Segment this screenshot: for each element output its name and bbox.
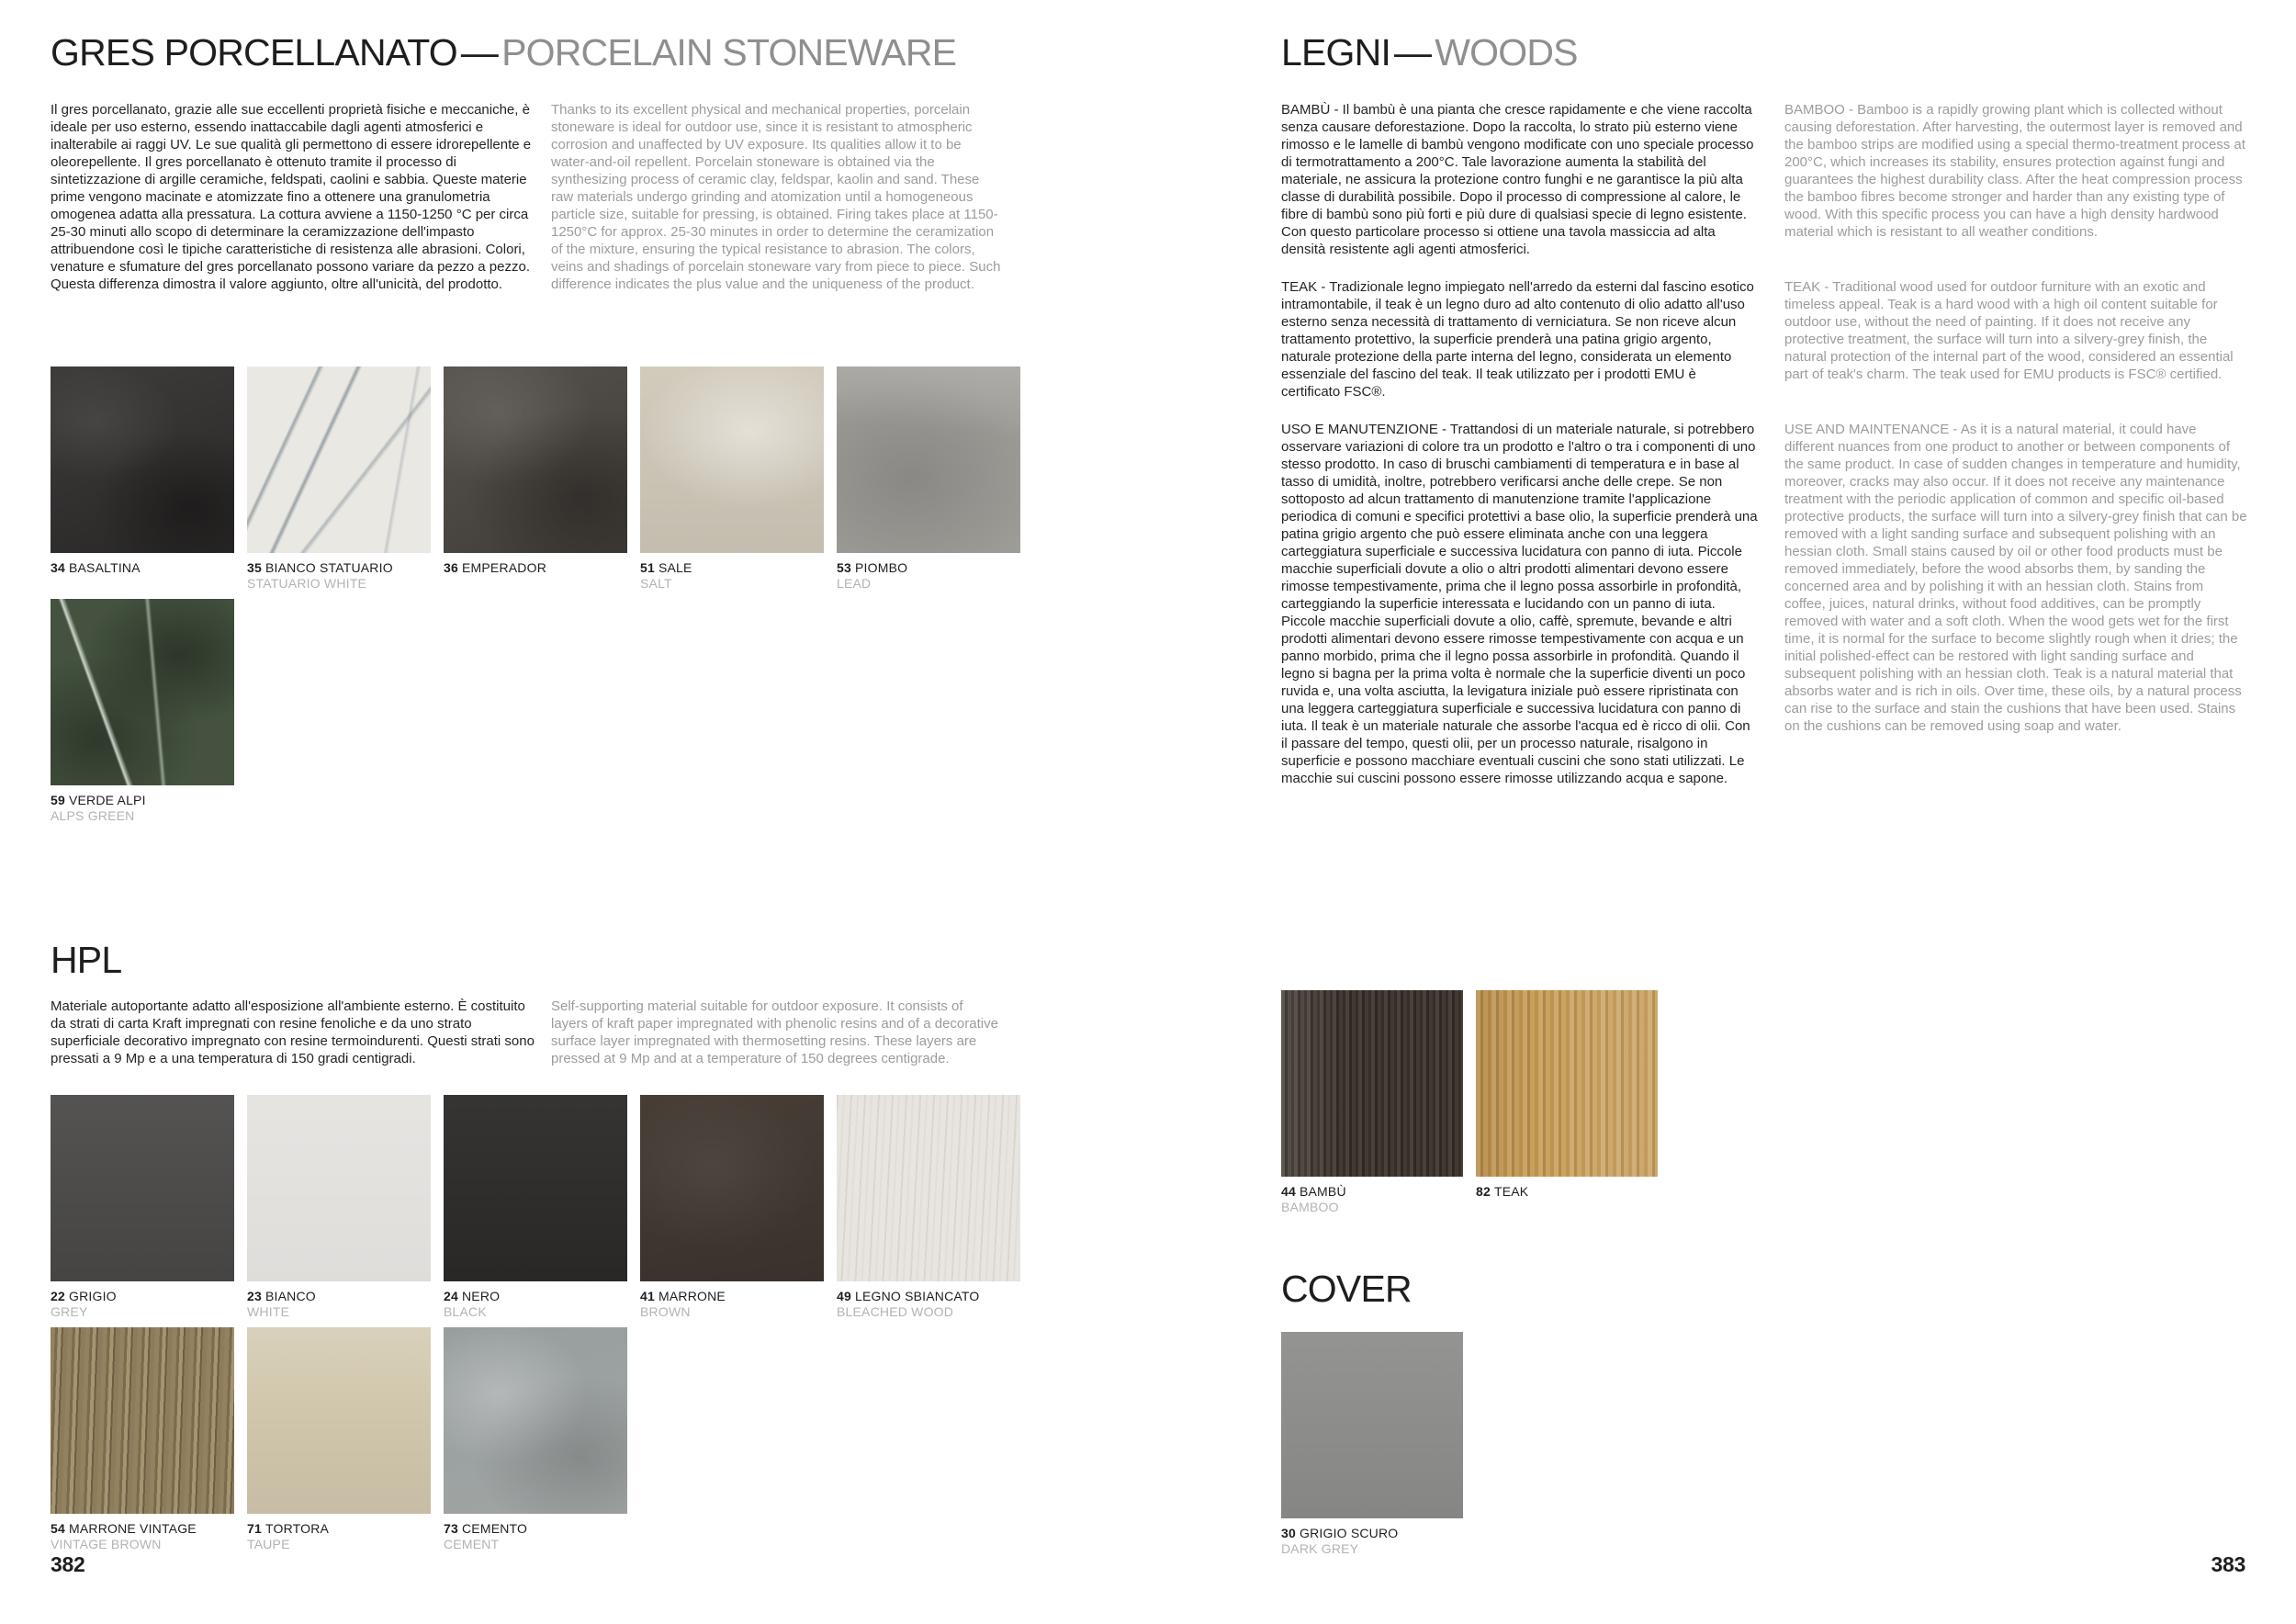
material-swatch-54 xyxy=(51,1327,234,1552)
title-dash: — xyxy=(460,31,499,73)
swatch-translated-name: CEMENT xyxy=(444,1537,500,1551)
gres-text-italian: Il gres porcellanato, grazie alle sue eccellenti proprietà fisiche e meccaniche, è ideale per uso esterno, essendo inattaccabile dagli agenti atmosferici e inalterabile ai raggi UV. Le sue qualità gli permettono di essere idrorepellente e oleorepellente. Il gres porcellanato è ottenuto tramite il processo di sintetizzazione di argille ceramiche, feldspati, caolini e sabbia. Queste materie prime vengono macinate e atomizzate fino a ottenere una granulometria omogenea adatta alla pressatura. La cottura avviene a 1150-1250 °C per circa 25-30 minuti allo scopo di determinare la ceramizzazione dell'impasto attribuendone così le tipiche caratteristiche di resistenza alle abrasioni. Colori, venature e sfumature del gres porcellanato possono variare da pezzo a pezzo. Questa differenza dimostra il valore aggiunto, oltre all'unicità, del prodotto. xyxy=(51,102,532,292)
swatch-translated-name: LEAD xyxy=(837,576,872,591)
swatch-label xyxy=(444,560,627,576)
page-number-left: 382 xyxy=(51,1552,85,1576)
swatch-code: 34 xyxy=(51,560,65,575)
swatch-name: VERDE ALPI xyxy=(68,793,146,807)
swatch-image-22 xyxy=(51,1095,234,1281)
swatch-translated-name: TAUPE xyxy=(247,1537,290,1551)
swatch-label xyxy=(51,1521,234,1537)
material-swatch-49 xyxy=(837,1095,1020,1320)
section-title-hpl xyxy=(51,941,121,980)
swatch-label xyxy=(444,1521,627,1537)
material-swatch-35 xyxy=(247,367,431,592)
swatch-caption xyxy=(444,1289,627,1320)
swatch-caption xyxy=(444,560,627,576)
swatch-name: GRIGIO SCURO xyxy=(1299,1526,1399,1540)
swatch-translated-name: DARK GREY xyxy=(1281,1541,1359,1556)
title-primary: LEGNI xyxy=(1281,31,1391,73)
swatch-name: SALE xyxy=(658,560,692,575)
swatch-image-34 xyxy=(51,367,234,553)
gres-text-english: Thanks to its excellent physical and mechanical properties, porcelain stoneware is ideal for outdoor use, since it is resistant to atmospheric corrosion and unaffected by UV exposure. Its qualities allow it to be water-and-oil repellent. Porcelain stoneware is obtained via the synthesizing process of ceramic clay, feldspar, kaolin and sand. These raw materials undergo grinding and atomization until a homogeneous particle size, suitable for pressing, is obtained. Firing takes place at 1150-1250°C for approx. 25-30 minutes in order to determine the ceramization of the mixture, ensuring the typical resistance to abrasion. The colors, veins and shadings of porcelain stoneware vary from piece to piece. Such difference indicates the plus value and the uniqueness of the product. xyxy=(551,102,1001,292)
legni-paragraph-maintenance-en: USE AND MAINTENANCE - As it is a natural material, it could have different nuances from one product to another or between components of the same product. In case of sudden changes in temperature and humidity, moreover, cracks may also occur. If it does not receive any maintenance treatment with the periodic application of common and specific oil-based protective products, the surface will turn into a silvery-grey finish that can be removed with a light sanding surface and subsequent polishing with an hessian cloth. Small stains caused by oil or other food products must be removed immediately, before the wood absorbs them, by sanding the concerned area and by polishing it with an hessian cloth. Stains from coffee, juices, natural drinks, without food additives, can be promptly removed with water and a soft cloth. When the wood gets wet for the first time, it is normal for the surface to become slightly rough when it dries; the initial polished-effect can be restored with light sanding surface and subsequent polishing with an hessian cloth. Teak is a natural material that absorbs water and is rich in oils. Over time, these oils, by a natural process can rise to the surface and stain the cushions that have been used. Stains on the cushions can be removed using soap and water. xyxy=(1784,422,2247,734)
legni-text-columns xyxy=(1281,101,2248,787)
material-swatch-59 xyxy=(51,599,234,824)
material-swatch-41 xyxy=(640,1095,824,1320)
material-swatch-53 xyxy=(837,367,1020,592)
swatch-code: 59 xyxy=(51,793,65,807)
swatch-translated-name: SALT xyxy=(640,576,672,591)
gres-swatch-grid xyxy=(51,367,1020,824)
swatch-caption xyxy=(640,1289,824,1320)
gres-text-columns xyxy=(51,101,1003,293)
material-swatch-30 xyxy=(1281,1332,1463,1557)
legni-paragraph-bambu-it: BAMBÙ - Il bambù è una pianta che cresce rapidamente e che viene raccolta senza causare deforestazione. Dopo la raccolta, lo strato più esterno viene rimosso e le lamelle di bambù vengono modificate con uno speciale processo di termotrattamento a 200°C. Tale lavorazione aumenta la stabilità del materiale, ne assicura la protezione contro funghi e ne garantisce la più alta classe di durabilità possibile. Dopo il processo di compressione al calore, le fibre di bambù sono più forti e più dure di qualsiasi specie di legno esistente. Con questo particolare processo si ottiene una tavola massiccia ad alta densità resistente agli agenti atmosferici. xyxy=(1281,102,1754,257)
swatch-name: BIANCO xyxy=(264,1289,316,1303)
swatch-name: BAMBÙ xyxy=(1299,1184,1346,1199)
legni-paragraph-teak-it: TEAK - Tradizionale legno impiegato nell'arredo da esterni dal fascino esotico intramontabile, il teak è un legno duro ad alto contenuto di olio adatto all'uso esterno senza necessità di trattamento di verniciatura. Se non riceve alcun trattamento protettivo, la superficie prenderà una patina grigio argento, naturale protezione della parte interna del legno, considerata un elemento essenziale del fascino del teak. Il teak utilizzato per i prodotti EMU è certificato FSC®. xyxy=(1281,279,1754,400)
swatch-code: 36 xyxy=(444,560,458,575)
swatch-caption xyxy=(640,560,824,592)
swatch-caption xyxy=(444,1521,627,1552)
swatch-image-71 xyxy=(247,1327,431,1514)
swatch-name: EMPERADOR xyxy=(461,560,547,575)
swatch-name: CEMENTO xyxy=(461,1521,528,1536)
page-number-right: 383 xyxy=(2211,1552,2245,1576)
swatch-translated-name: WHITE xyxy=(247,1304,290,1319)
swatch-translated-name: BLEACHED WOOD xyxy=(837,1304,954,1319)
swatch-caption xyxy=(1281,1526,1463,1557)
swatch-label xyxy=(51,560,234,576)
swatch-image-23 xyxy=(247,1095,431,1281)
swatch-translated-name: BROWN xyxy=(640,1304,691,1319)
material-swatch-44 xyxy=(1281,990,1463,1215)
hpl-text-columns xyxy=(51,998,1003,1067)
swatch-code: 51 xyxy=(640,560,655,575)
swatch-caption xyxy=(247,1521,431,1552)
swatch-label xyxy=(640,560,824,576)
swatch-label xyxy=(640,1289,824,1304)
swatch-label xyxy=(1476,1184,1658,1200)
title-primary: GRES PORCELLANATO xyxy=(51,31,457,73)
swatch-caption xyxy=(247,1289,431,1320)
title-primary: HPL xyxy=(51,939,122,981)
swatch-name: MARRONE VINTAGE xyxy=(68,1521,197,1536)
swatch-name: BIANCO STATUARIO xyxy=(264,560,393,575)
hpl-text-english: Self-supporting material suitable for outdoor exposure. It consists of layers of kraft paper impregnated with phenolic resins and of a decorative surface layer impregnated with thermosetting resins. These layers are pressed at 9 Mp and at a temperature of 150 degrees centigrade. xyxy=(551,998,998,1066)
material-swatch-23 xyxy=(247,1095,431,1320)
material-swatch-82 xyxy=(1476,990,1658,1215)
swatch-name: TORTORA xyxy=(264,1521,330,1536)
swatch-caption xyxy=(837,1289,1020,1320)
swatch-translated-name: STATUARIO WHITE xyxy=(247,576,367,591)
swatch-label xyxy=(837,560,1020,576)
swatch-name: GRIGIO xyxy=(68,1289,117,1303)
swatch-image-30 xyxy=(1281,1332,1463,1518)
swatch-caption xyxy=(51,793,234,824)
hpl-text-italian: Materiale autoportante adatto all'esposizione all'ambiente esterno. È costituito da strati di carta Kraft impregnati con resine fenoliche e da uno strato superficiale decorativo impregnato con resine termoindurenti. Questi strati sono pressati a 9 Mp e a una temperatura di 150 gradi centigradi. xyxy=(51,998,535,1066)
swatch-translated-name: BAMBOO xyxy=(1281,1200,1339,1214)
swatch-image-35 xyxy=(247,367,431,553)
swatch-image-54 xyxy=(51,1327,234,1514)
swatch-image-59 xyxy=(51,599,234,785)
swatch-name: MARRONE xyxy=(658,1289,726,1303)
legni-paragraph-maintenance-it: USO E MANUTENZIONE - Trattandosi di un materiale naturale, si potrebbero osservare variazioni di colore tra un prodotto e l'altro o tra i componenti di uno stesso prodotto. In caso di bruschi cambiamenti di temperatura e in base al tasso di umidità, inoltre, potrebbero verificarsi anche delle crepe. Se non sottoposto ad alcun trattamento di manutenzione tramite l'applicazione periodica di comuni e specifici protettivi a base olio, la superficie prenderà una patina grigio argento che può essere eliminata anche con una leggera carteggiatura superficiale e successiva lucidatura con panno di iuta. Piccole macchie superficiali dovute a olio o altri prodotti alimentari devono essere rimosse tempestivamente, prima che il legno possa assorbirle in profondità, carteggiando la superficie interessata e lucidando con un panno di iuta. Piccole macchie superficiali dovute a olio, caffè, spremute, bevande e altri prodotti alimentari devono essere rimosse tempestivamente con acqua e un panno morbido, prima che il legno possa assorbirle in profondità. Quando il legno si bagna per la prima volta è normale che la superficie diventi un poco ruvida e, una volta asciutta, la levigatura iniziale può essere ripristinata con una leggera carteggiatura superficiale e successiva lucidatura con panno di iuta. Il teak è un materiale naturale che assorbe l'acqua ed è ricco di olii. Con il passare del tempo, questi olii, per un processo naturale, risalgono in superficie e possono macchiare eventuali cuscini che sono stati utilizzati. Le macchie sui cuscini possono essere rimosse utilizzando acqua e sapone. xyxy=(1281,422,1758,786)
swatch-translated-name: BLACK xyxy=(444,1304,487,1319)
swatch-code: 41 xyxy=(640,1289,655,1303)
swatch-code: 53 xyxy=(837,560,851,575)
swatch-caption xyxy=(51,1289,234,1320)
swatch-label xyxy=(837,1289,1020,1304)
swatch-image-36 xyxy=(444,367,627,553)
swatch-translated-name: ALPS GREEN xyxy=(51,808,135,823)
swatch-name: BASALTINA xyxy=(68,560,141,575)
material-swatch-73 xyxy=(444,1327,627,1552)
swatch-label xyxy=(51,1289,234,1304)
legni-paragraph-bamboo-en: BAMBOO - Bamboo is a rapidly growing plant which is collected without causing deforestation. After harvesting, the outermost layer is removed and the bamboo strips are modified using a special thermo-treatment process at 200°C, which increases its stability, ensures protection against fungi and guarantees the highest durability class. After the heat compression process the bamboo fibres become stronger and harder than any existing type of wood. With this specific process you can have a high density hardwood material which is resistant to all weather conditions. xyxy=(1784,102,2245,240)
swatch-code: 71 xyxy=(247,1521,262,1536)
swatch-label xyxy=(51,793,234,808)
swatch-caption xyxy=(51,1521,234,1552)
material-swatch-22 xyxy=(51,1095,234,1320)
swatch-code: 24 xyxy=(444,1289,458,1303)
swatch-label xyxy=(1281,1184,1463,1200)
legni-paragraph-teak-en: TEAK - Traditional wood used for outdoor furniture with an exotic and timeless appeal. Teak is a hard wood with a high oil content suitable for outdoor use, without the need of painting. If it does not receive any protective treatment, the surface will turn into a silvery-grey finish, the natural protection of the internal part of the wood, considered an essential part of teak's charm. The teak used for EMU products is FSC® certified. xyxy=(1784,279,2234,382)
section-title-cover xyxy=(1281,1269,1412,1309)
swatch-image-82 xyxy=(1476,990,1658,1177)
swatch-image-73 xyxy=(444,1327,627,1514)
swatch-code: 49 xyxy=(837,1289,851,1303)
title-secondary: PORCELAIN STONEWARE xyxy=(501,31,957,73)
cover-swatch-grid xyxy=(1281,1332,1463,1557)
swatch-label xyxy=(247,1289,431,1304)
swatch-image-49 xyxy=(837,1095,1020,1281)
section-title-gres xyxy=(51,33,956,73)
swatch-code: 54 xyxy=(51,1521,65,1536)
swatch-image-41 xyxy=(640,1095,824,1281)
swatch-image-53 xyxy=(837,367,1020,553)
swatch-caption xyxy=(247,560,431,592)
swatch-code: 23 xyxy=(247,1289,262,1303)
swatch-caption xyxy=(837,560,1020,592)
hpl-swatch-grid xyxy=(51,1095,1020,1552)
section-title-legni xyxy=(1281,33,1578,73)
material-swatch-34 xyxy=(51,367,234,592)
swatch-caption xyxy=(1476,1184,1658,1200)
title-primary: COVER xyxy=(1281,1268,1412,1310)
swatch-code: 73 xyxy=(444,1521,458,1536)
swatch-caption xyxy=(51,560,234,576)
title-secondary: WOODS xyxy=(1435,31,1578,73)
swatch-caption xyxy=(1281,1184,1463,1215)
swatch-name: TEAK xyxy=(1493,1184,1529,1199)
swatch-name: PIOMBO xyxy=(854,560,908,575)
swatch-name: NERO xyxy=(461,1289,501,1303)
swatch-code: 30 xyxy=(1281,1526,1296,1540)
swatch-label xyxy=(1281,1526,1463,1541)
swatch-label xyxy=(247,1521,431,1537)
swatch-label xyxy=(444,1289,627,1304)
title-dash: — xyxy=(1394,31,1432,73)
material-swatch-24 xyxy=(444,1095,627,1320)
swatch-code: 35 xyxy=(247,560,262,575)
swatch-code: 22 xyxy=(51,1289,65,1303)
swatch-image-51 xyxy=(640,367,824,553)
legni-swatch-grid xyxy=(1281,990,1658,1215)
swatch-image-24 xyxy=(444,1095,627,1281)
swatch-code: 82 xyxy=(1476,1184,1491,1199)
swatch-code: 44 xyxy=(1281,1184,1296,1199)
material-swatch-36 xyxy=(444,367,627,592)
swatch-label xyxy=(247,560,431,576)
swatch-name: LEGNO SBIANCATO xyxy=(854,1289,980,1303)
swatch-image-44 xyxy=(1281,990,1463,1177)
material-swatch-71 xyxy=(247,1327,431,1552)
swatch-translated-name: VINTAGE BROWN xyxy=(51,1537,162,1551)
material-swatch-51 xyxy=(640,367,824,592)
swatch-translated-name: GREY xyxy=(51,1304,88,1319)
